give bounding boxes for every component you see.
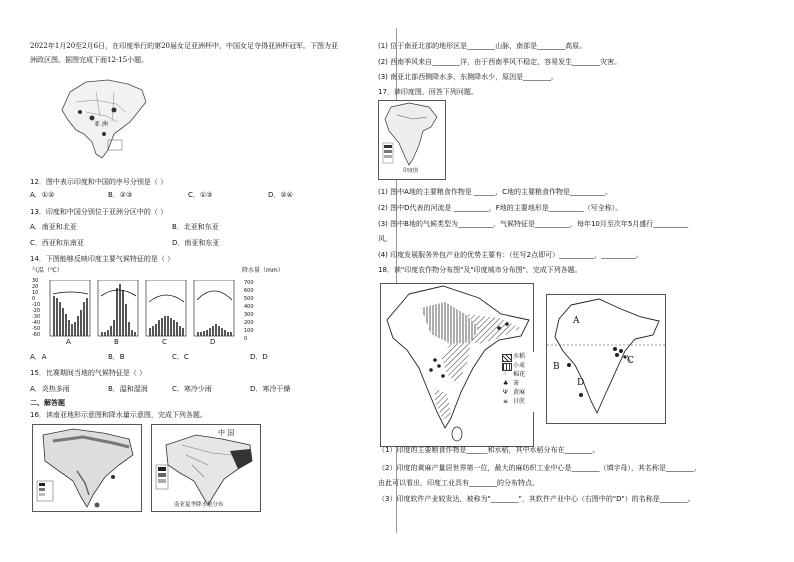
legend-jute-icon: Ψ <box>503 389 508 396</box>
q13-option-b[interactable]: B．北亚和东亚 <box>172 223 219 231</box>
asia-map <box>56 72 151 168</box>
climate-label-d: D <box>210 338 216 346</box>
q13-option-d[interactable]: D．南亚和东亚 <box>172 239 220 247</box>
climate-label-a: A <box>66 338 71 346</box>
question-18-2: （2）印度的黄麻产量居世界第一位，最大的麻纺织工业中心是________（填字母），其名称是________， <box>378 464 701 472</box>
tick-right: 200 <box>244 320 254 326</box>
legend-rice: 水稻 <box>513 353 526 360</box>
section-2-heading: 二、解答题 <box>30 399 65 407</box>
crop-legend <box>502 352 540 412</box>
question-17-3-cont: 风。 <box>378 235 392 243</box>
climate-label-b: B <box>114 338 119 346</box>
tick-left: 20 <box>32 284 39 290</box>
climate-ylabel-right: 降水量（mm） <box>242 267 284 274</box>
q13-option-a[interactable]: A．南亚和北亚 <box>30 223 77 231</box>
intro-line-1: 2022年1月20至2月6日，在印度举行的第20届女足亚洲杯中，中国女足夺得亚洲杯冠军。下图为亚 <box>30 42 338 50</box>
q12-option-a[interactable]: A．①② <box>30 191 55 199</box>
map16-caption: 南亚夏季降水量分布 <box>174 502 224 508</box>
tick-right: 600 <box>244 288 254 294</box>
map16-label-china: 中 国 <box>218 429 235 437</box>
tick-left: 30 <box>32 278 39 284</box>
legend-sugarcane: 甘蔗 <box>513 398 526 405</box>
question-18-3: （3）印度软件产业较发达，被称为"________"，其软件产业中心（右图中的"D"）的名称是________。 <box>378 495 695 503</box>
question-12: 12．图中表示印度和中国的序号分别是（ ） <box>30 178 168 186</box>
q12-option-d[interactable]: D．②④ <box>268 191 293 199</box>
left-axis-ticks <box>30 278 46 338</box>
india-map-q17 <box>378 100 446 180</box>
climate-label-c: C <box>162 338 167 346</box>
tick-left: -30 <box>32 314 41 320</box>
question-14: 14．下图能够反映印度主要气候特征的是（ ） <box>30 255 175 263</box>
question-18: 18．读"印度农作物分布图"及"印度城市分布图"，完成下列各题。 <box>378 266 582 274</box>
map17-caption: 印度图 <box>403 168 419 174</box>
legend-cotton: 棉花 <box>513 371 526 378</box>
right-axis-ticks <box>242 280 260 340</box>
q14-option-b[interactable]: B．B <box>108 353 125 361</box>
question-17-1: (1) 图中A地的主要粮食作物是 ______，C地的主要粮食作物是__________。 <box>378 188 613 196</box>
legend-rice-swatch <box>502 354 512 362</box>
q14-option-d[interactable]: D．D <box>250 353 268 361</box>
question-16: 16．读南亚地形示意图和降水量示意图，完成下列各题。 <box>30 411 207 419</box>
q15-option-c[interactable]: C．寒冷少雨 <box>172 385 212 393</box>
map18-label-c: C <box>627 356 634 366</box>
legend-sugarcane-icon: ≡ <box>503 398 509 405</box>
tick-left: -20 <box>32 308 41 314</box>
tick-right: 0 <box>244 336 248 342</box>
south-asia-terrain-map <box>32 424 142 512</box>
tick-right: 500 <box>244 296 254 302</box>
tick-left: -50 <box>32 326 41 332</box>
legend-tea-icon: ♣ <box>503 380 509 387</box>
question-18-1: （1）印度的主要粮食作物是______和水稻，其中水稻分布在________。 <box>378 446 600 454</box>
question-16-1: (1) 位于南亚北部的地形区是________山脉，南部是________高原。 <box>378 42 587 50</box>
q15-option-b[interactable]: B．温和湿润 <box>108 385 148 393</box>
legend-wheat: 小麦 <box>513 362 526 369</box>
legend-tea: 茶 <box>513 380 520 387</box>
india-city-map <box>546 294 666 424</box>
q14-option-c[interactable]: C．C <box>172 353 189 361</box>
asia-map-label: 亚 洲 <box>94 121 108 128</box>
tick-right: 300 <box>244 312 254 318</box>
question-16-2: (2) 西南季风来自________洋，由于西南季风不稳定，容易发生________灾害。 <box>378 58 622 66</box>
tick-right: 700 <box>244 280 254 286</box>
tick-left: -10 <box>32 302 41 308</box>
tick-left: 10 <box>32 290 39 296</box>
legend-jute: 黄麻 <box>513 389 526 396</box>
q12-option-b[interactable]: B．②③ <box>108 191 133 199</box>
question-15: 15．比赛期间当地的气候特征是（ ） <box>30 369 147 377</box>
question-17-4: (4) 印度发展服务外包产业的优势主要有：（任写2点即可）__________，__________。 <box>378 251 644 259</box>
map18-label-b: B <box>553 362 560 372</box>
q15-option-d[interactable]: D．寒冷干燥 <box>250 385 291 393</box>
q13-option-c[interactable]: C．西亚和东南亚 <box>30 239 84 247</box>
south-asia-rainfall-map <box>151 424 261 512</box>
q15-option-a[interactable]: A．炎热多雨 <box>30 385 70 393</box>
question-17: 17．读印度图，回答下列问题。 <box>378 88 478 96</box>
question-13: 13．印度和中国分别位于亚洲分区中的（ ） <box>30 208 168 216</box>
question-16-3: (3) 南亚北部西侧降水多，东侧降水少，原因是________。 <box>378 73 559 81</box>
question-17-2: (2) 图中D代表的河流是 __________，F地的主要地形是__________（写全称）。 <box>378 204 623 212</box>
map18-label-d: D <box>577 378 585 388</box>
legend-cotton-icon: ⁖ <box>503 371 507 378</box>
climate-charts <box>30 266 284 346</box>
q14-option-a[interactable]: A．A <box>30 353 47 361</box>
tick-left: 0 <box>32 296 36 302</box>
tick-left: -40 <box>32 320 41 326</box>
tick-right: 100 <box>244 328 254 334</box>
question-17-3: (3) 图中B地的气候类型为__________，气候特征是__________，每年10月至次年5月盛行__________ <box>378 220 689 228</box>
q12-option-c[interactable]: C．①③ <box>188 191 213 199</box>
map18-label-a: A <box>573 316 580 326</box>
question-18-2-cont: 由此可以看出，印度工业具有________的分布特点。 <box>378 479 539 487</box>
tick-left: -60 <box>32 332 41 338</box>
climate-chart-panels <box>48 280 240 338</box>
tick-right: 400 <box>244 304 254 310</box>
intro-line-2: 洲政区图。据图完成下面12-15小题。 <box>30 56 149 64</box>
climate-ylabel-left: 气温（℃） <box>32 267 63 274</box>
